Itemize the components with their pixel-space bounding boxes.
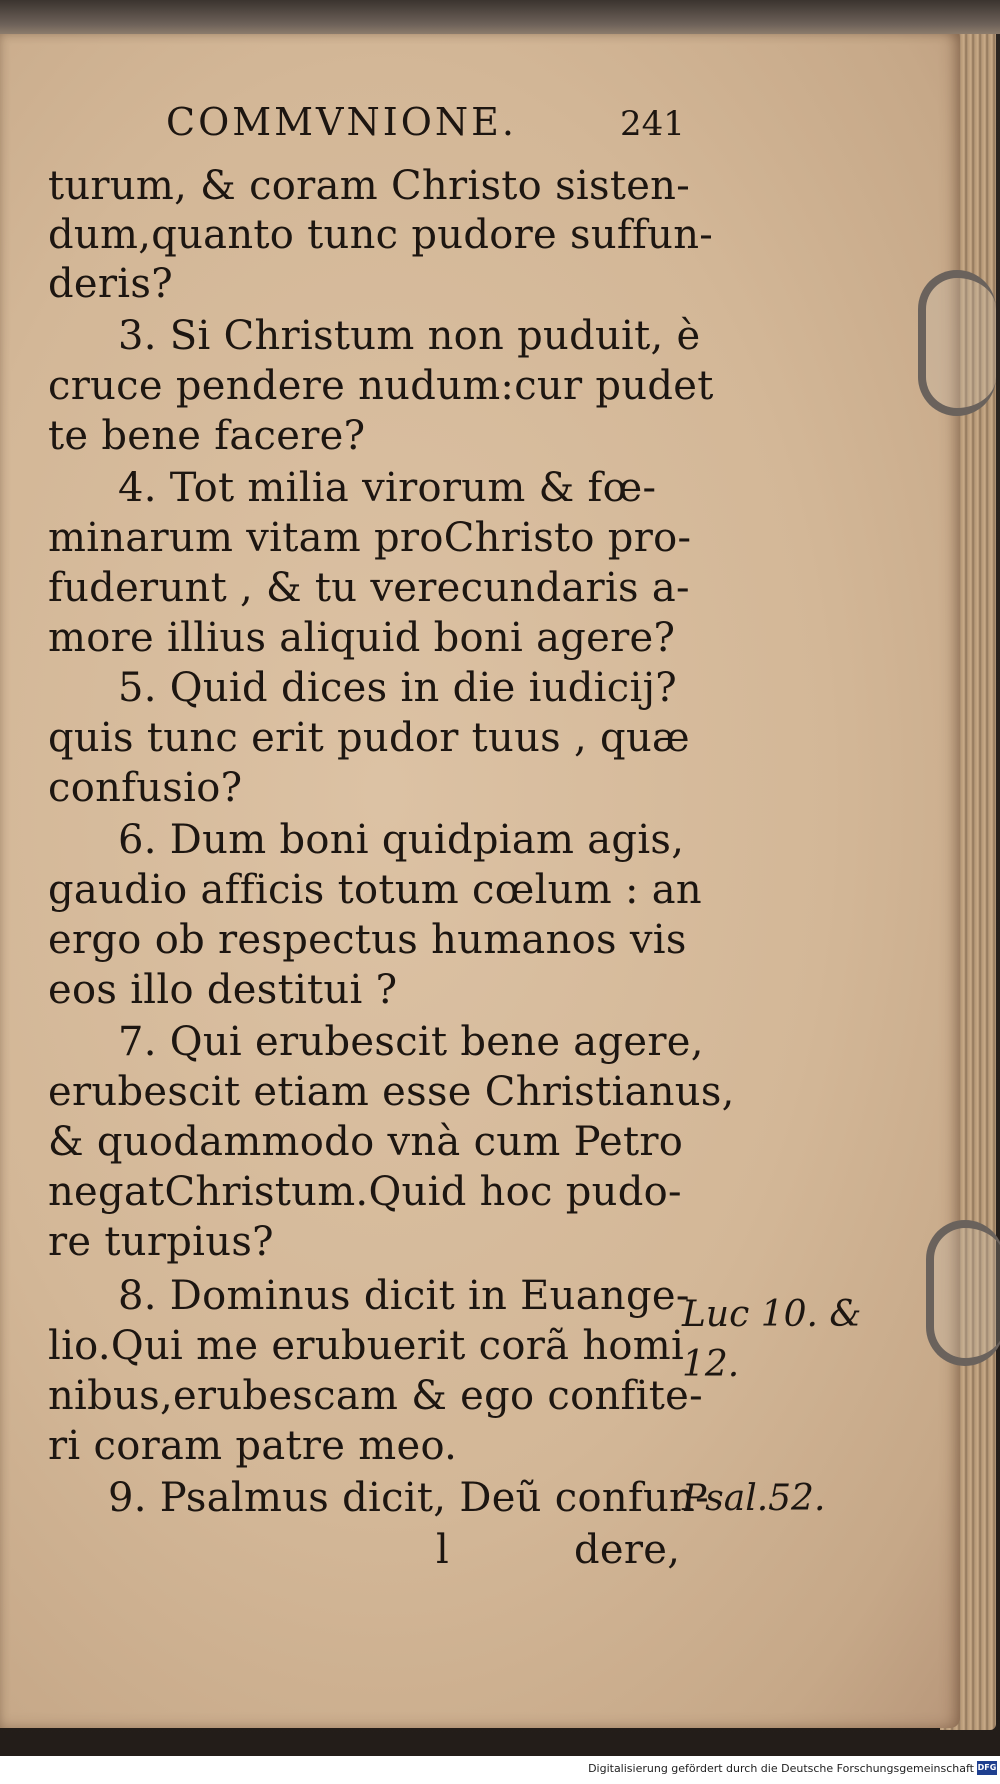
text-line: 7. Qui erubescit bene agere,: [118, 1019, 704, 1065]
marginal-note-luc-cont: 12.: [682, 1344, 740, 1385]
marginal-note-luc: Luc 10. &: [682, 1294, 862, 1335]
text-line: 8. Dominus dicit in Euange-: [118, 1273, 690, 1319]
text-line: ergo ob respectus humanos vis: [48, 917, 687, 963]
text-line: 3. Si Christum non puduit, è: [118, 313, 701, 359]
text-line: 6. Dum boni quidpiam agis,: [118, 817, 685, 863]
text-line: cruce pendere nudum:cur pudet: [48, 363, 714, 409]
catchword: dere,: [574, 1527, 681, 1573]
footer-credit: Digitalisierung gefördert durch die Deutsche Forschungsgemeinschaft: [588, 1762, 974, 1775]
text-line: dum,quanto tunc pudore suffun-: [48, 212, 714, 258]
text-line: minarum vitam proChristo pro-: [48, 515, 692, 561]
text-line: erubescit etiam esse Christianus,: [48, 1069, 735, 1115]
text-line: more illius aliquid boni agere?: [48, 615, 676, 661]
text-line: lio.Qui me erubuerit corã homi: [48, 1323, 685, 1369]
dfg-logo: DFG: [977, 1761, 997, 1775]
text-line: nibus,erubescam & ego confite-: [48, 1373, 703, 1419]
text-line: re turpius?: [48, 1219, 274, 1265]
text-line: 9. Psalmus dicit, Deũ confun-: [108, 1475, 709, 1521]
text-line: 5. Quid dices in die iudicij?: [118, 665, 678, 711]
text-line: gaudio afficis totum cœlum : an: [48, 867, 702, 913]
text-line: turum, & coram Christo sisten-: [48, 163, 691, 209]
text-line: & quodammodo vnà cum Petro: [48, 1119, 684, 1165]
text-line: fuderunt , & tu verecundaris a-: [48, 565, 690, 611]
text-line: ri coram patre meo.: [48, 1423, 458, 1469]
folio-number: 241: [620, 104, 685, 144]
text-line: confusio?: [48, 765, 243, 811]
text-line: eos illo destitui ?: [48, 967, 398, 1013]
text-line: te bene facere?: [48, 413, 366, 459]
running-head: COMMVNIONE.: [166, 100, 517, 144]
signature-mark: l: [436, 1527, 450, 1573]
text-line: deris?: [48, 261, 173, 307]
text-line: negatChristum.Quid hoc pudo-: [48, 1169, 682, 1215]
text-line: 4. Tot milia virorum & fœ-: [118, 465, 657, 511]
marginal-note-psal: Psal.52.: [682, 1478, 826, 1519]
text-line: quis tunc erit pudor tuus , quæ: [48, 715, 690, 761]
